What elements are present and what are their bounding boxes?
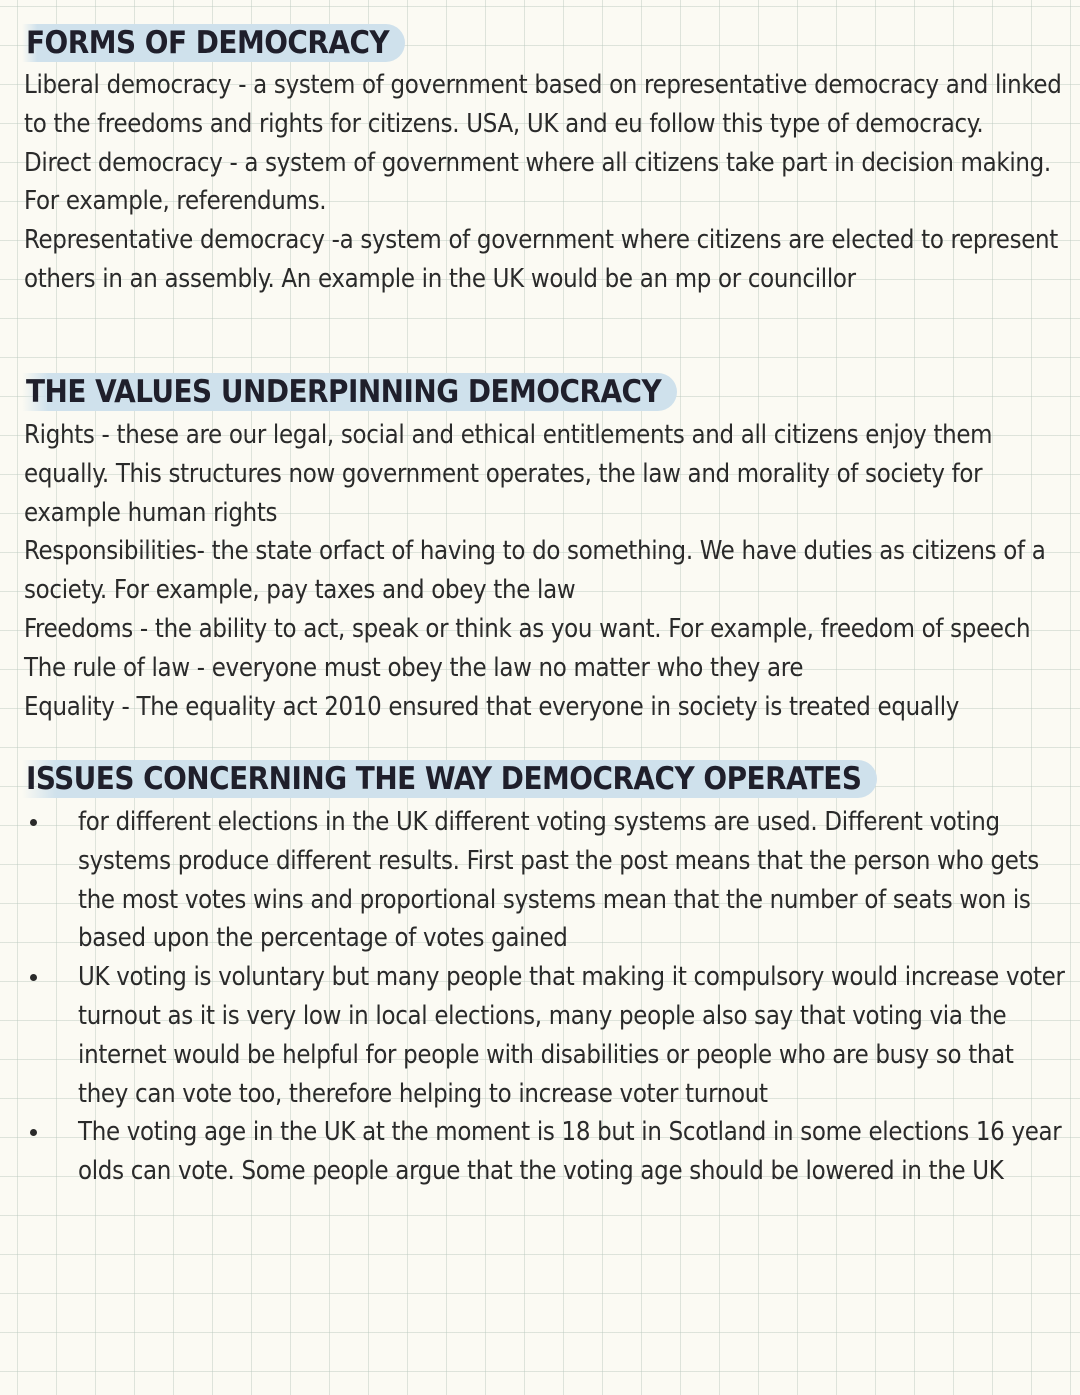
values-underpinning-democracy-heading: THE VALUES UNDERPINNING DEMOCRACY: [22, 373, 677, 411]
representative-democracy-definition: Representative democracy -a system of government where citizens are elected to represent others in an assembly. An example in the UK would be an mp or councillor: [24, 225, 1058, 294]
bullet-dot-icon: [30, 1129, 37, 1136]
values-underpinning-democracy-body: [24, 416, 1066, 726]
direct-democracy-definition: Direct democracy - a system of government where all citizens take part in decision making. For example, referendums.: [24, 147, 1051, 217]
list-item: [24, 1113, 1066, 1191]
responsibilities-definition: Responsibilities- the state orfact of having to do something. We have duties as citizens of a society. For example, pay taxes and obey the law: [24, 536, 1046, 606]
forms-of-democracy-heading: FORMS OF DEMOCRACY: [22, 24, 405, 62]
compulsory-voting-point: UK voting is voluntary but many people that making it compulsory would increase voter turnout as it is very low in local elections, many people also say that voting via the internet would be helpful for people with disabilities or people who are busy so that they can vote too, therefore helping to increase voter turnout: [78, 962, 1065, 1109]
rule-of-law-definition: The rule of law - everyone must obey the law no matter who they are: [24, 652, 804, 683]
rights-definition: Rights - these are our legal, social and ethical entitlements and all citizens enjoy them equally. This structures now government operates, the law and morality of society for example human rights: [24, 420, 993, 528]
voting-systems-point: for different elections in the UK different voting systems are used. Different voting systems produce different results. First past the post means that the person who gets the most votes wins and proportional systems mean that the number of seats won is based upon the percentage of votes gained: [78, 807, 1039, 954]
equality-definition: Equality - The equality act 2010 ensured that everyone in society is treated equally: [24, 691, 960, 722]
list-item: [24, 803, 1066, 958]
list-item: [24, 958, 1066, 1113]
issues-democracy-operates-heading: ISSUES CONCERNING THE WAY DEMOCRACY OPERATES: [22, 760, 877, 798]
forms-of-democracy-body: [24, 66, 1066, 299]
bullet-dot-icon: [30, 974, 37, 981]
bullet-dot-icon: [30, 819, 37, 826]
voting-age-point: The voting age in the UK at the moment is 18 but in Scotland in some elections 16 year olds can vote. Some people argue that the voting age should be lowered in the UK: [78, 1117, 1062, 1187]
freedoms-definition: Freedoms - the ability to act, speak or think as you want. For example, freedom of speech: [24, 613, 1031, 644]
issues-bullet-list: [24, 803, 1066, 1191]
liberal-democracy-definition: Liberal democracy - a system of government based on representative democracy and linked to the freedoms and rights for citizens. USA, UK and eu follow this type of democracy.: [24, 70, 1062, 139]
